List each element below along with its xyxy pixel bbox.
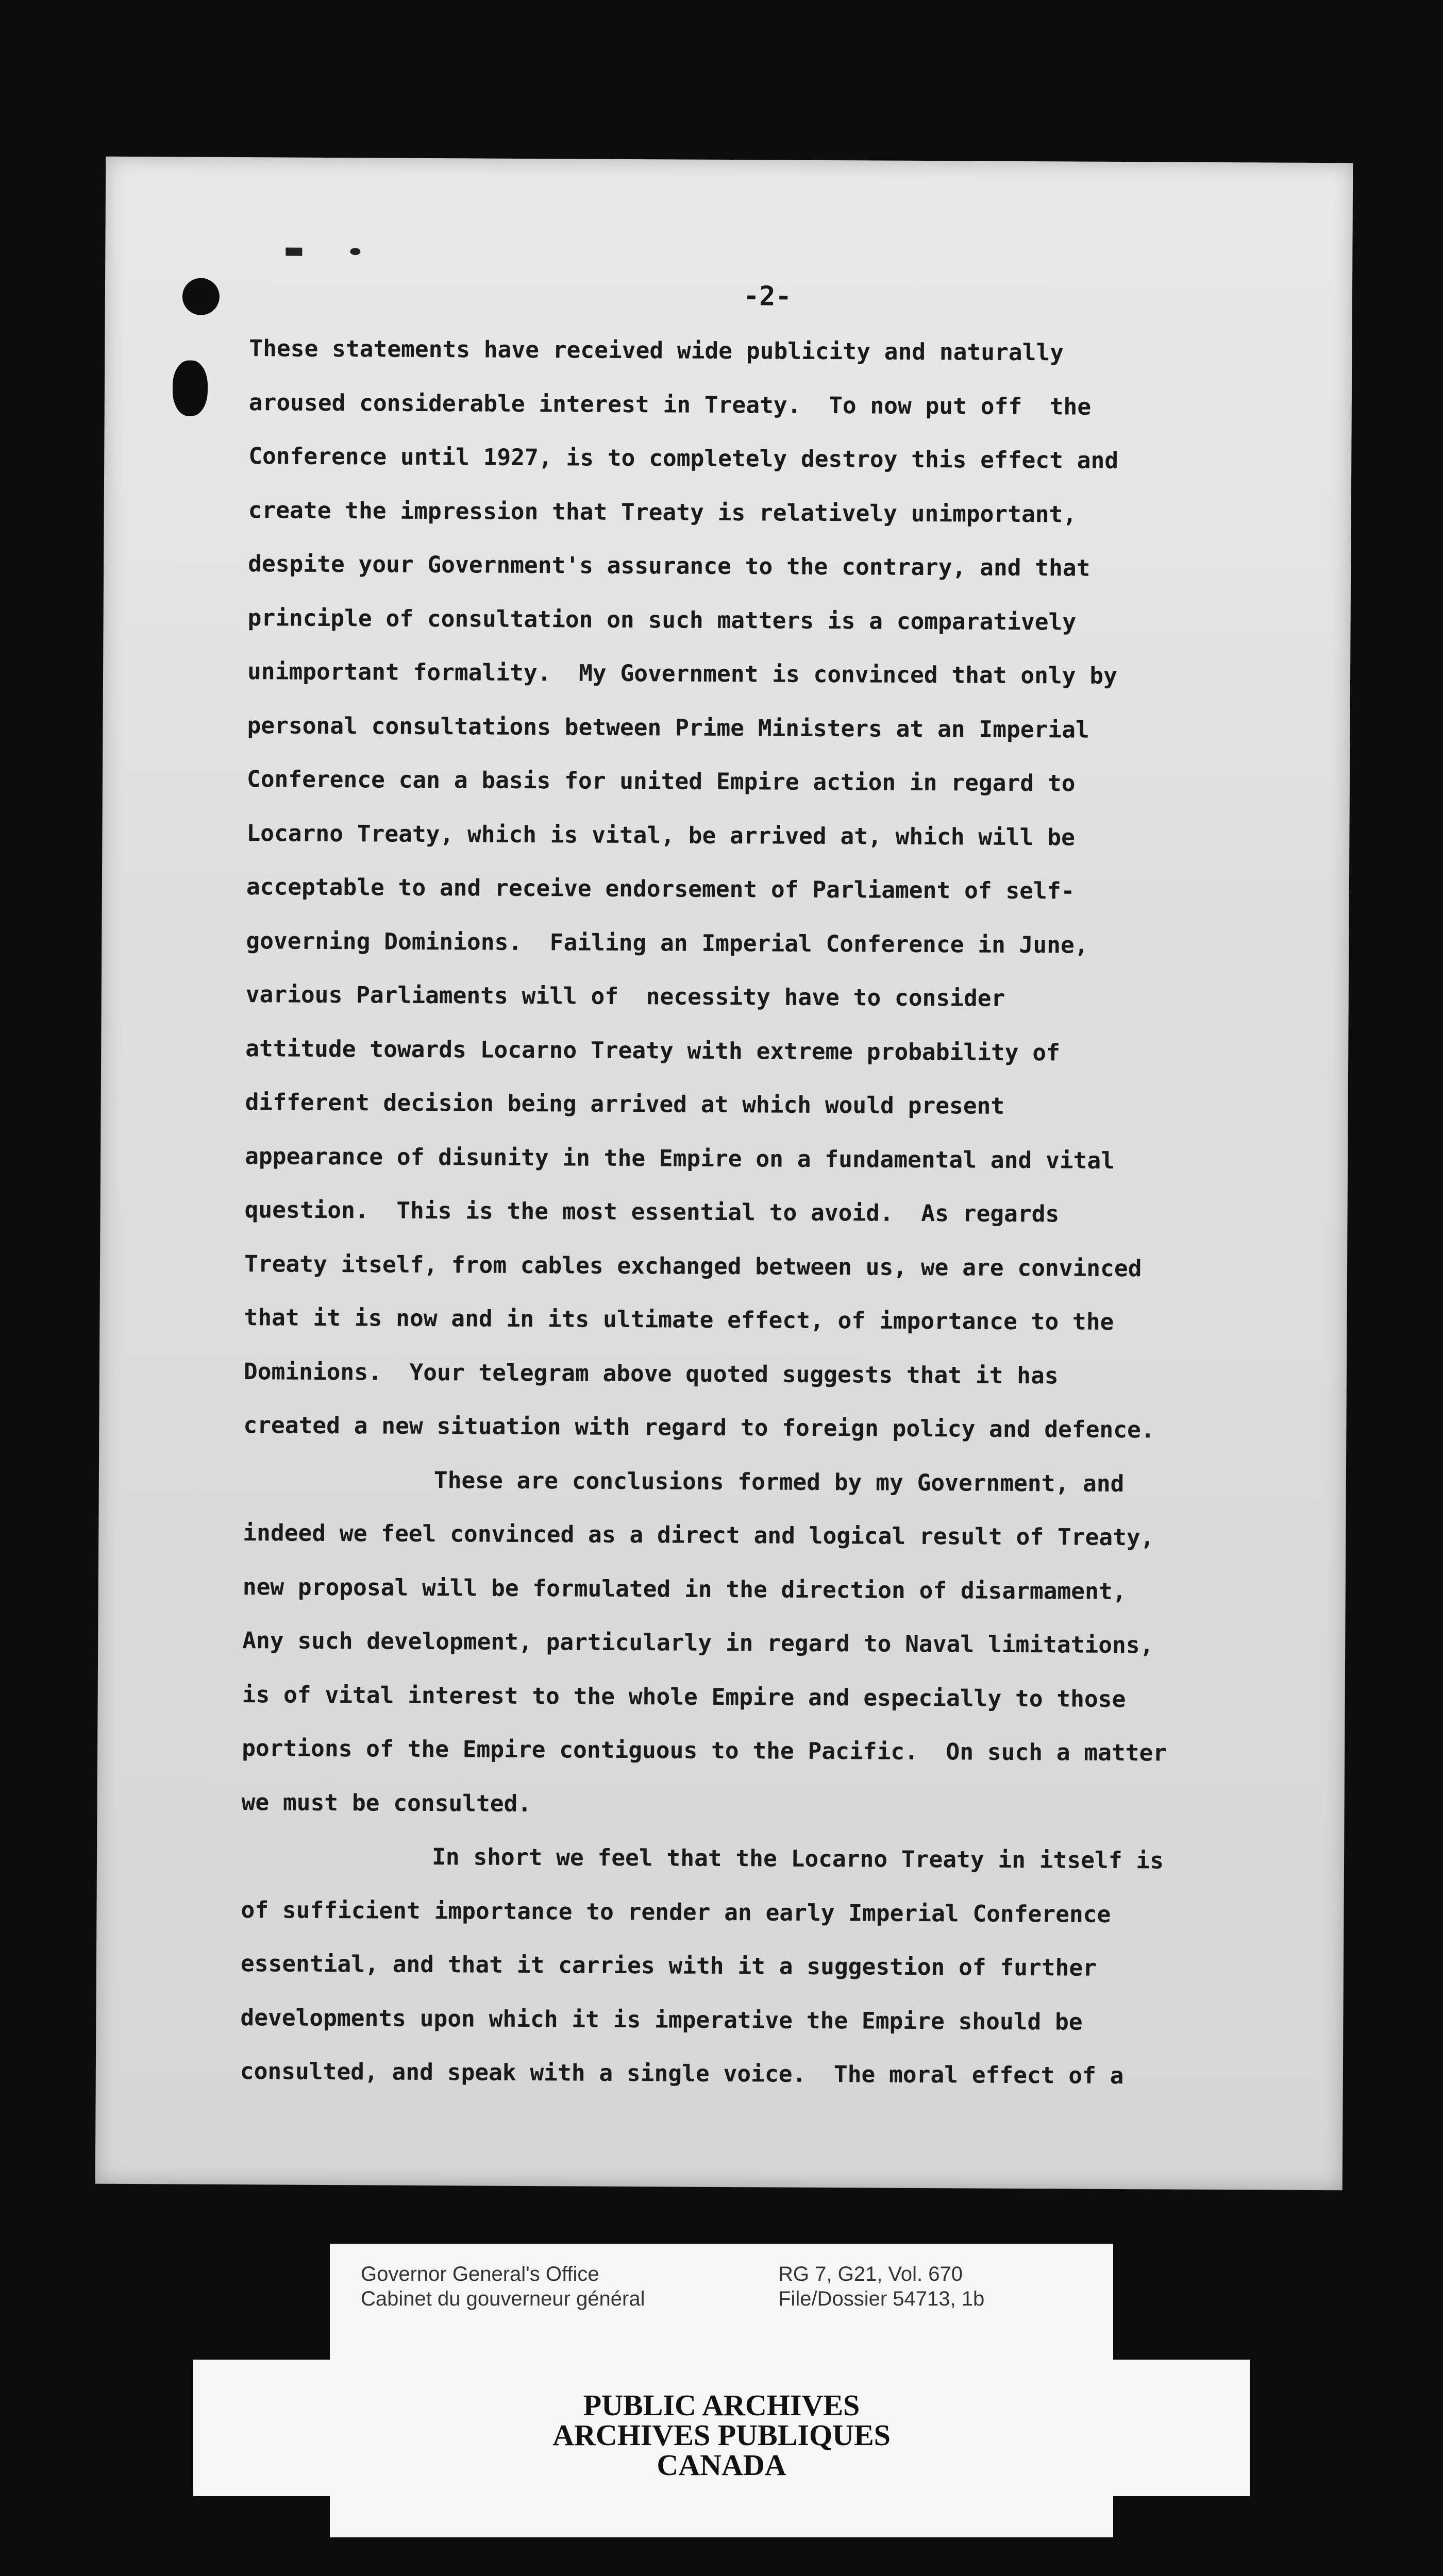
text-line: These are conclusions formed by my Government, and	[433, 1467, 1125, 1497]
text-line: question. This is the most essential to avoid. As regards	[244, 1197, 1060, 1228]
office-english: Governor General's Office	[361, 2263, 599, 2285]
text-line: consulted, and speak with a single voice. The moral effect of a	[240, 2058, 1124, 2090]
letter-body	[240, 322, 1332, 2104]
text-line: These statements have received wide publicity and naturally	[249, 335, 1064, 366]
office-french: Cabinet du gouverneur général	[361, 2287, 645, 2310]
file-number: File/Dossier 54713, 1b	[778, 2287, 985, 2310]
text-line: that it is now and in its ultimate effect, of importance to the	[244, 1304, 1114, 1335]
text-line: portions of the Empire contiguous to the Pacific. On such a matter	[242, 1735, 1167, 1767]
text-line: create the impression that Treaty is relatively unimportant,	[248, 497, 1077, 528]
text-line: indeed we feel convinced as a direct and logical result of Treaty,	[243, 1520, 1154, 1551]
text-line: new proposal will be formulated in the direction of disarmament,	[242, 1573, 1127, 1605]
text-line: Conference can a basis for united Empire action in regard to	[246, 766, 1076, 797]
text-line: developments upon which it is imperative the Empire should be	[240, 2004, 1083, 2036]
text-line: different decision being arrived at which would present	[245, 1089, 1005, 1120]
text-line: despite your Government's assurance to the contrary, and that	[248, 551, 1090, 582]
text-line: governing Dominions. Failing an Imperial Conference in June,	[246, 927, 1088, 959]
label-corner-shadow	[1113, 2300, 1250, 2360]
record-group: RG 7, G21, Vol. 670	[778, 2263, 963, 2285]
text-line: essential, and that it carries with it a suggestion of further	[240, 1951, 1097, 1981]
page-number: -2-	[743, 281, 792, 312]
punch-hole	[173, 360, 208, 416]
text-line: we must be consulted.	[241, 1789, 532, 1817]
text-line: of sufficient importance to render an early Imperial Conference	[241, 1896, 1111, 1928]
text-line: Locarno Treaty, which is vital, be arrived at, which will be	[246, 820, 1076, 851]
text-line: acceptable to and receive endorsement of Parliament of self-	[246, 874, 1075, 905]
archives-stamp	[330, 2388, 1113, 2482]
text-line: appearance of disunity in the Empire on a fundamental and vital	[245, 1143, 1115, 1174]
text-line: attitude towards Locarno Treaty with extreme probability of	[245, 1035, 1061, 1066]
archive-reference	[778, 2262, 984, 2311]
text-line: Dominions. Your telegram above quoted suggests that it has	[243, 1358, 1059, 1389]
text-line: various Parliaments will of necessity have to consider	[245, 981, 1005, 1012]
label-corner-shadow	[193, 2300, 330, 2360]
text-line: Conference until 1927, is to completely destroy this effect and	[248, 443, 1119, 474]
ink-mark	[350, 248, 360, 255]
text-line: created a new situation with regard to foreign policy and defence.	[243, 1412, 1155, 1444]
text-line: unimportant formality. My Government is convinced that only by	[247, 658, 1118, 689]
archives-country: CANADA	[657, 2448, 786, 2482]
text-line: In short we feel that the Locarno Treaty in itself is	[431, 1844, 1164, 1874]
text-line: principle of consultation on such matters is a comparatively	[247, 604, 1077, 636]
text-line: personal consultations between Prime Ministers at an Imperial	[247, 712, 1089, 743]
archives-english: PUBLIC ARCHIVES	[583, 2388, 860, 2422]
text-line: is of vital interest to the whole Empire and especially to those	[242, 1681, 1126, 1713]
text-line: aroused considerable interest in Treaty. To now put off the	[248, 389, 1092, 420]
archive-office	[361, 2262, 645, 2311]
document-page	[95, 157, 1353, 2191]
archives-french: ARCHIVES PUBLIQUES	[552, 2418, 891, 2452]
ink-mark	[286, 248, 302, 256]
text-line: Treaty itself, from cables exchanged between us, we are convinced	[244, 1250, 1142, 1282]
text-line: Any such development, particularly in regard to Naval limitations,	[242, 1628, 1154, 1659]
